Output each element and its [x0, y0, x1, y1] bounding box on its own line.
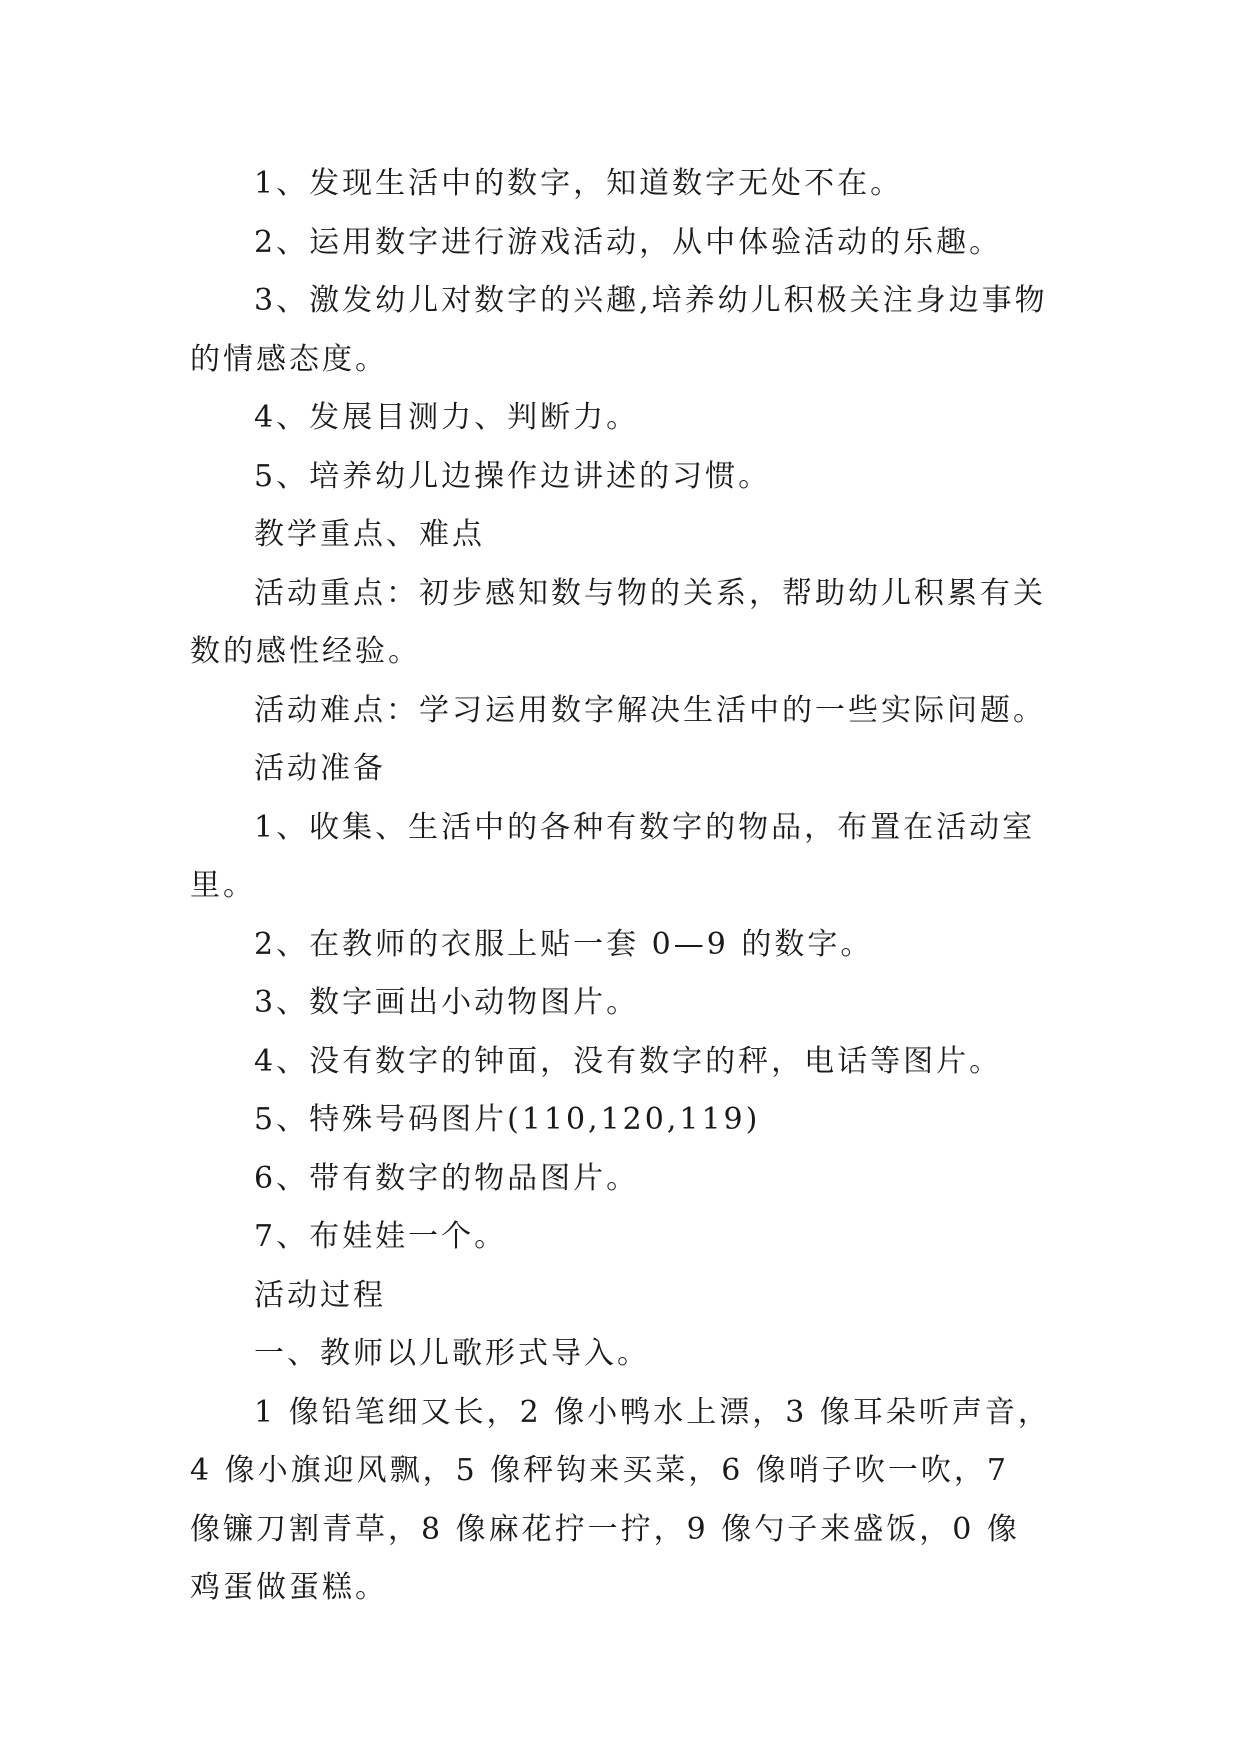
preparation-item-1: 1、收集、生活中的各种有数字的物品，布置在活动室里。	[190, 809, 1036, 903]
preparation-item-7: 7、布娃娃一个。	[254, 1219, 508, 1254]
key-point-focus: 活动重点：初步感知数与物的关系，帮助幼儿积累有关数的感性经验。	[190, 575, 1046, 669]
section-heading-key-points: 教学重点、难点	[254, 517, 485, 552]
objective-2: 2、运用数字进行游戏活动，从中体验活动的乐趣。	[254, 224, 1003, 260]
section-heading-process: 活动过程	[254, 1277, 386, 1313]
preparation-item-4: 4、没有数字的钟面，没有数字的秤，电话等图片。	[254, 1043, 1003, 1079]
preparation-item-3: 3、数字画出小动物图片。	[254, 985, 640, 1020]
preparation-item-5: 5、特殊号码图片(110,120,119)	[254, 1102, 761, 1137]
section-heading-preparation: 活动准备	[254, 751, 386, 786]
preparation-item-2: 2、在教师的衣服上贴一套 0—9 的数字。	[254, 926, 874, 962]
process-step-1: 一、教师以儿歌形式导入。	[254, 1336, 650, 1371]
preparation-item-6: 6、带有数字的物品图片。	[254, 1160, 640, 1196]
objective-5: 5、培养幼儿边操作边讲述的习惯。	[254, 458, 772, 494]
nursery-rhyme: 1 像铅笔细又长，2 像小鸭水上漂，3 像耳朵听声音，4 像小旗迎风飘，5 像秤钩来买菜，6 像哨子吹一吹，7 像镰刀割青草，8 像麻花拧一拧，9 像勺子来盛饭，0 像鸡蛋做蛋糕。	[190, 1394, 1051, 1605]
key-point-difficulty: 活动难点：学习运用数字解决生活中的一些实际问题。	[254, 692, 1046, 728]
objective-1: 1、发现生活中的数字，知道数字无处不在。	[254, 166, 904, 201]
objective-4: 4、发展目测力、判断力。	[254, 400, 640, 435]
objective-3: 3、激发幼儿对数字的兴趣,培养幼儿积极关注身边事物的情感态度。	[190, 283, 1048, 377]
document-body	[190, 155, 1052, 1618]
